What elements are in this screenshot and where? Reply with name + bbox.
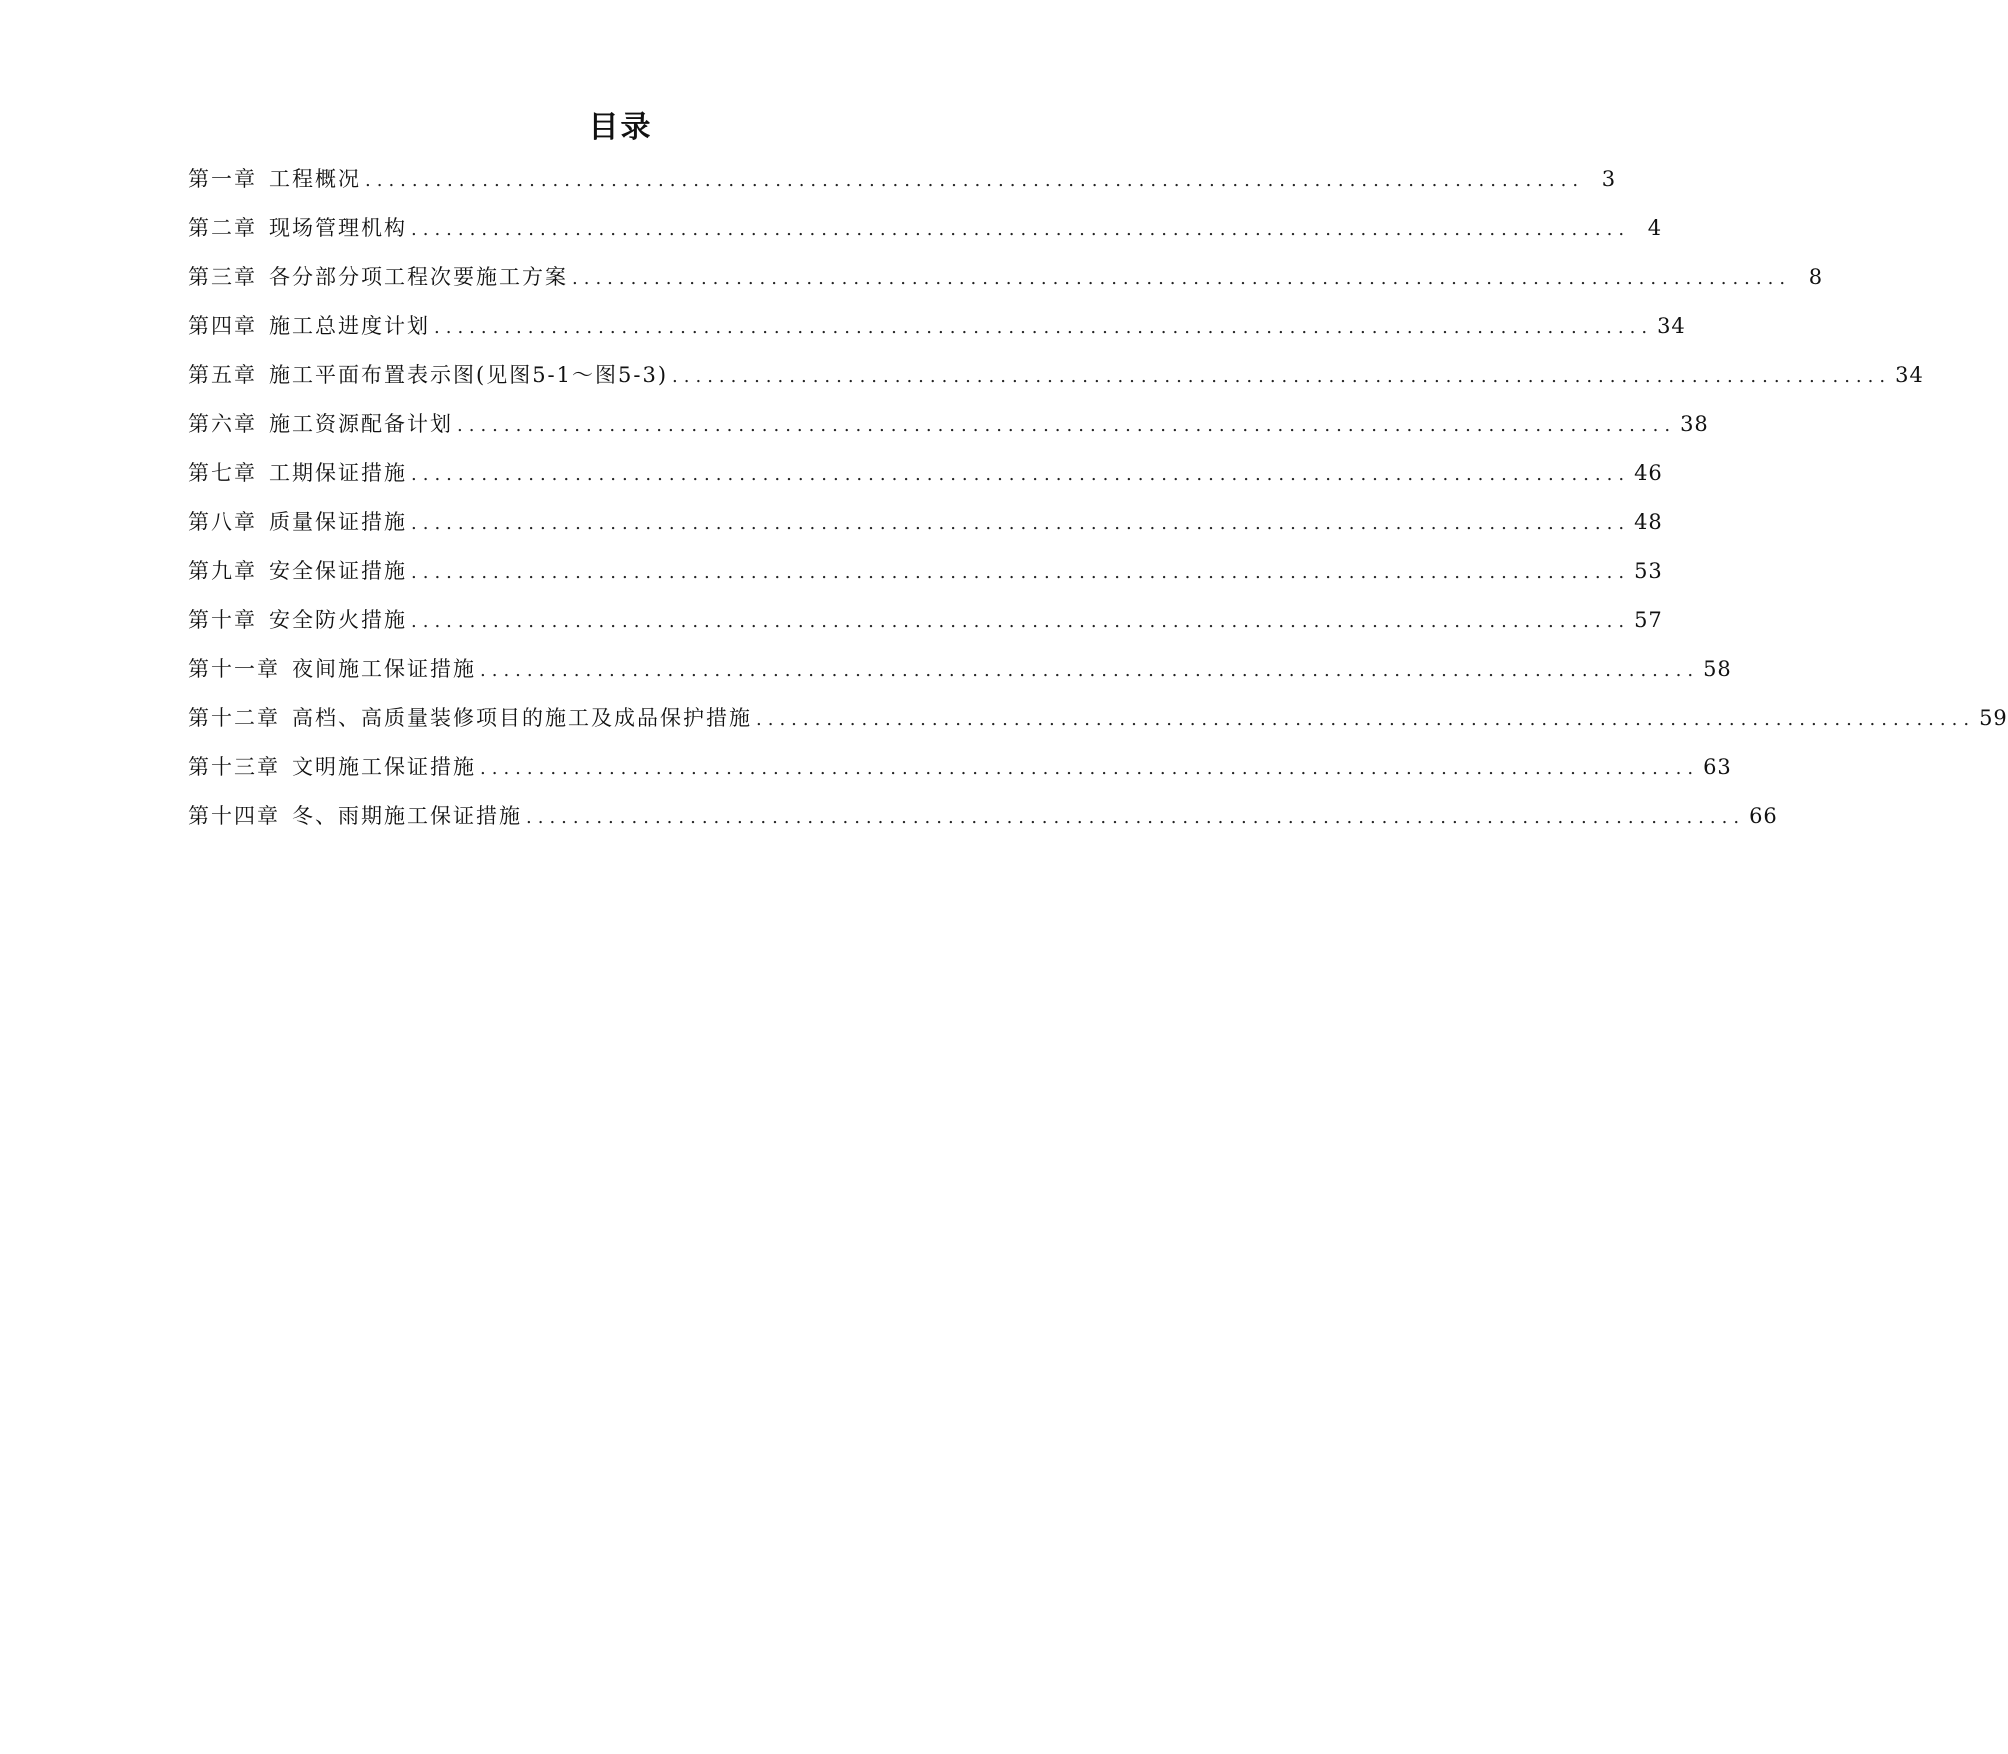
toc-page-number: 34	[1895, 363, 1924, 387]
toc-dot-leader: ........................................................................................................	[526, 807, 1746, 828]
toc-chapter-number: 第十四章	[188, 804, 280, 828]
toc-chapter-title: 施工平面布置表示图(见图5-1～图5-3)	[269, 363, 669, 387]
toc-dot-leader: ........................................................................................................	[411, 562, 1631, 583]
table-of-contents	[188, 165, 2008, 851]
toc-dot-leader: ........................................................................................................	[572, 268, 1792, 289]
toc-dot-leader: ........................................................................................................	[434, 317, 1654, 338]
toc-chapter-number: 第三章	[188, 265, 257, 289]
toc-page-number: 59	[1979, 706, 2008, 730]
toc-chapter-number: 第十二章	[188, 706, 280, 730]
toc-dot-leader: ........................................................................................................	[411, 219, 1631, 240]
toc-chapter-title: 冬、雨期施工保证措施	[292, 804, 522, 828]
toc-page-number: 4	[1647, 216, 1663, 240]
toc-page-number: 3	[1601, 167, 1617, 191]
toc-title: 目录	[588, 110, 653, 145]
toc-chapter-number: 第十三章	[188, 755, 280, 779]
toc-chapter-title: 夜间施工保证措施	[292, 657, 476, 681]
toc-chapter-number: 第七章	[188, 461, 257, 485]
toc-chapter-title: 施工资源配备计划	[269, 412, 453, 436]
toc-chapter-number: 第二章	[188, 216, 257, 240]
toc-dot-leader: ........................................................................................................	[411, 513, 1631, 534]
toc-page-number: 48	[1634, 510, 1663, 534]
toc-dot-leader: ........................................................................................................	[756, 709, 1976, 730]
toc-dot-leader: ........................................................................................................	[411, 611, 1631, 632]
toc-chapter-number: 第九章	[188, 559, 257, 583]
toc-entry[interactable]	[188, 802, 1778, 851]
toc-entry[interactable]	[188, 557, 1663, 606]
toc-chapter-number: 第十一章	[188, 657, 280, 681]
toc-dot-leader: ........................................................................................................	[480, 758, 1700, 779]
toc-chapter-title: 安全保证措施	[269, 559, 407, 583]
toc-entry[interactable]	[188, 410, 1709, 459]
toc-page-number: 8	[1808, 265, 1824, 289]
toc-chapter-number: 第四章	[188, 314, 257, 338]
toc-page-number: 34	[1657, 314, 1686, 338]
toc-dot-leader: ........................................................................................................	[411, 464, 1631, 485]
toc-dot-leader: ........................................................................................................	[365, 170, 1585, 191]
toc-entry[interactable]	[188, 165, 1617, 214]
toc-page-number: 57	[1634, 608, 1663, 632]
toc-chapter-title: 各分部分项工程次要施工方案	[269, 265, 568, 289]
toc-page-number: 66	[1749, 804, 1778, 828]
toc-chapter-title: 高档、高质量装修项目的施工及成品保护措施	[292, 706, 752, 730]
toc-chapter-title: 施工总进度计划	[269, 314, 430, 338]
toc-dot-leader: ........................................................................................................	[672, 366, 1892, 387]
toc-entry[interactable]	[188, 459, 1663, 508]
toc-chapter-title: 文明施工保证措施	[292, 755, 476, 779]
toc-chapter-number: 第八章	[188, 510, 257, 534]
toc-entry[interactable]	[188, 214, 1663, 263]
toc-dot-leader: ........................................................................................................	[457, 415, 1677, 436]
toc-dot-leader: ........................................................................................................	[480, 660, 1700, 681]
toc-entry[interactable]	[188, 655, 1732, 704]
toc-chapter-title: 质量保证措施	[269, 510, 407, 534]
toc-chapter-number: 第六章	[188, 412, 257, 436]
toc-chapter-number: 第一章	[188, 167, 257, 191]
toc-page-number: 46	[1634, 461, 1663, 485]
toc-chapter-title: 现场管理机构	[269, 216, 407, 240]
toc-entry[interactable]	[188, 704, 2008, 753]
toc-page-number: 63	[1703, 755, 1732, 779]
toc-entry[interactable]	[188, 508, 1663, 557]
toc-page-number: 38	[1680, 412, 1709, 436]
toc-chapter-number: 第十章	[188, 608, 257, 632]
toc-entry[interactable]	[188, 312, 1686, 361]
toc-entry[interactable]	[188, 753, 1732, 802]
toc-page-number: 58	[1703, 657, 1732, 681]
toc-chapter-title: 工期保证措施	[269, 461, 407, 485]
toc-entry[interactable]	[188, 606, 1663, 655]
toc-entry[interactable]	[188, 263, 1824, 312]
toc-chapter-title: 安全防火措施	[269, 608, 407, 632]
toc-chapter-title: 工程概况	[269, 167, 361, 191]
toc-chapter-number: 第五章	[188, 363, 257, 387]
toc-page-number: 53	[1634, 559, 1663, 583]
toc-entry[interactable]	[188, 361, 1924, 410]
